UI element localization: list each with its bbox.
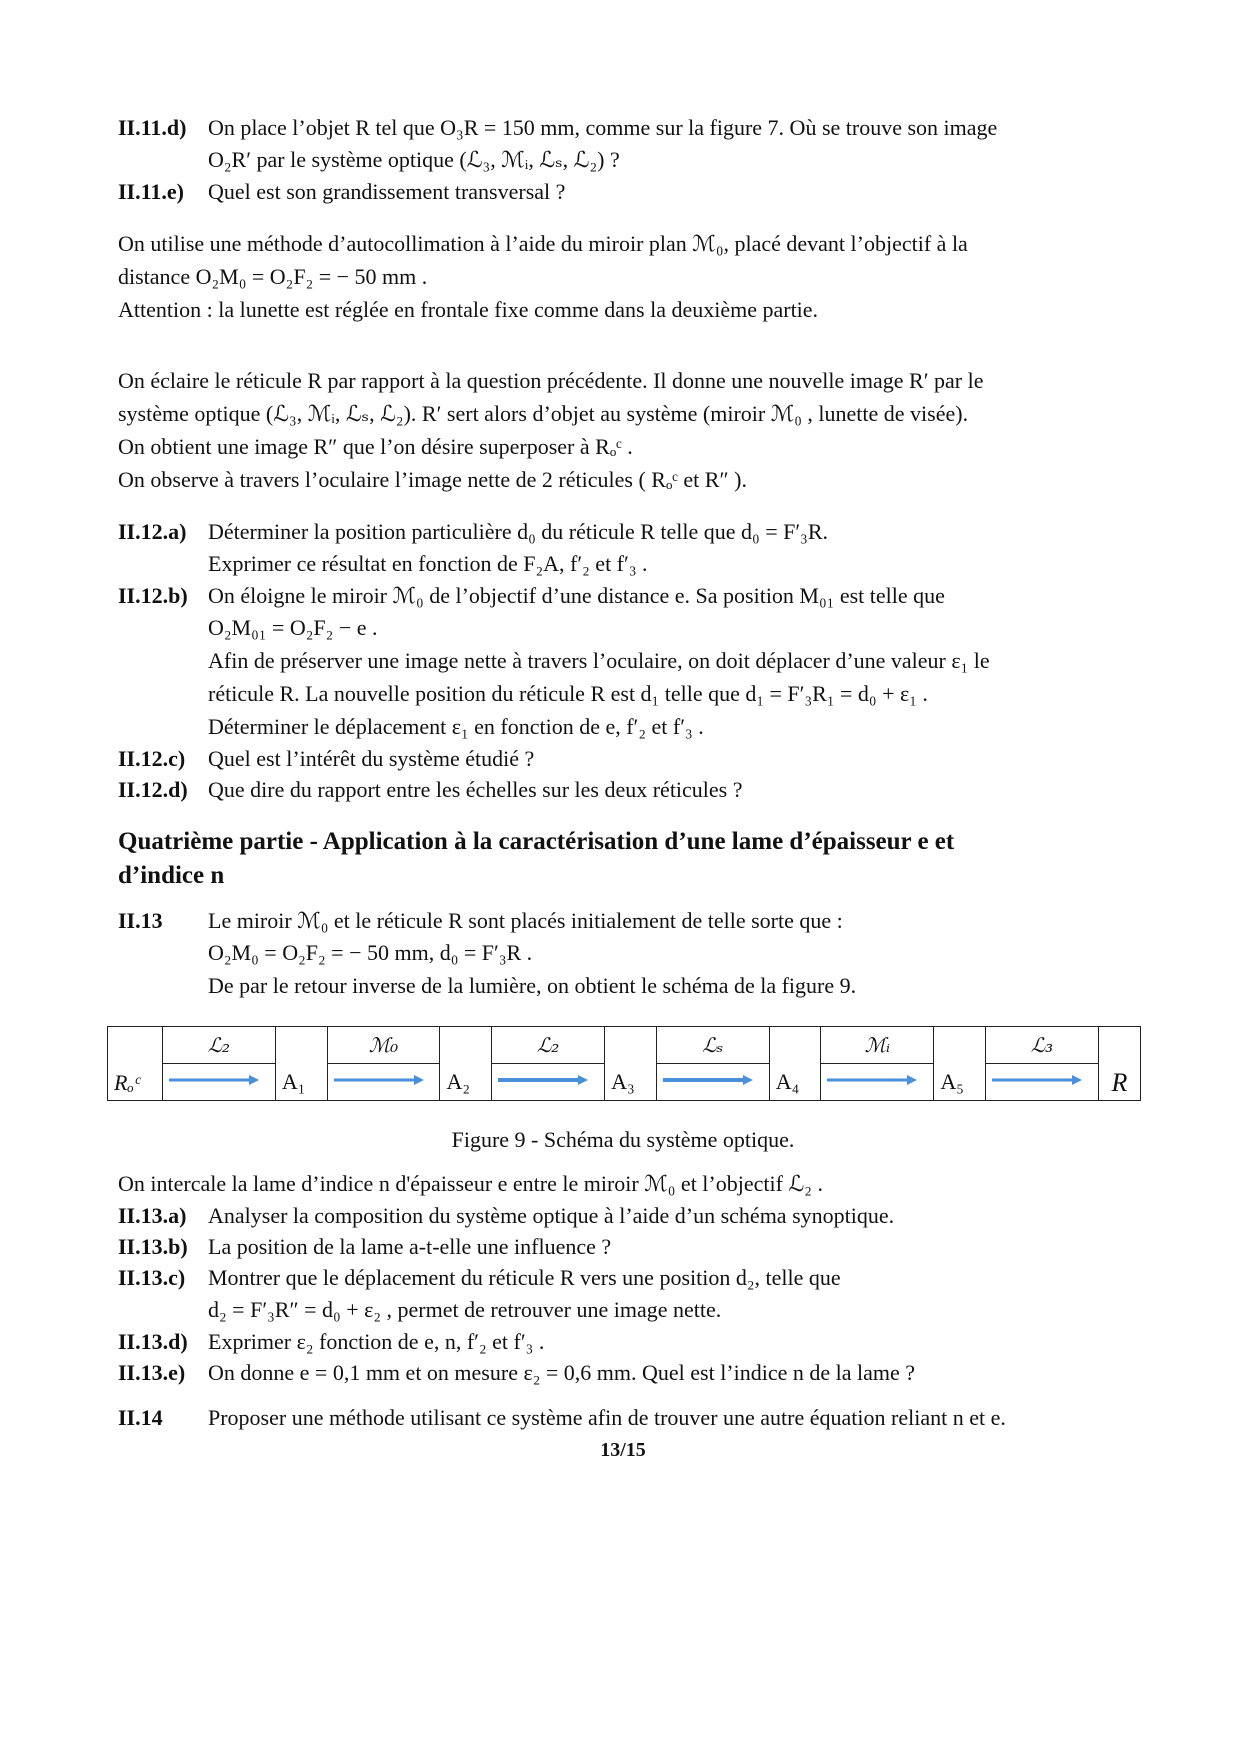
question-number: II.12.d) bbox=[118, 777, 188, 802]
figure-caption: Figure 9 - Schéma du système optique. bbox=[451, 1127, 795, 1152]
question-ii13a bbox=[118, 1200, 1128, 1231]
paragraph-line: On intercale la lame d’indice n d'épaisseur e entre le miroir ℳ₀ et l’objectif ℒ₂ . bbox=[118, 1171, 823, 1196]
question-ii12c bbox=[118, 743, 1128, 774]
question-continuation: Déterminer le déplacement ε₁ en fonction de e, f′₂ et f′₃ . bbox=[208, 714, 704, 739]
question-ii12b bbox=[118, 580, 1128, 611]
arrow-right-icon bbox=[167, 1075, 259, 1089]
arrow-cell bbox=[492, 1064, 605, 1101]
figure-element-cell bbox=[656, 1027, 769, 1064]
question-ii12d bbox=[118, 774, 1128, 805]
arrow-right-icon bbox=[496, 1075, 588, 1089]
question-text: Montrer que le déplacement du réticule R vers une position d₂, telle que bbox=[208, 1265, 841, 1290]
question-ii13 bbox=[118, 905, 1128, 936]
paragraph-line: On obtient une image R″ que l’on désire superposer à Rₒᶜ . bbox=[118, 434, 633, 459]
question-continuation: O₂M₀ = O₂F₂ = − 50 mm, d₀ = F′₃R . bbox=[208, 940, 533, 965]
arrow-right-icon bbox=[332, 1075, 424, 1089]
question-ii14 bbox=[118, 1402, 1128, 1433]
question-ii13c bbox=[118, 1262, 1128, 1293]
question-text: On donne e = 0,1 mm et on mesure ε₂ = 0,6 mm. Quel est l’indice n de la lame ? bbox=[208, 1360, 916, 1385]
figure-row bbox=[108, 1064, 1141, 1101]
arrow-cell bbox=[821, 1064, 934, 1101]
section-heading-line: d’indice n bbox=[118, 862, 225, 889]
paragraph-line: Attention : la lunette est réglée en frontale fixe comme dans la deuxième partie. bbox=[118, 297, 819, 322]
question-number: II.13.c) bbox=[118, 1265, 186, 1290]
question-text: Proposer une méthode utilisant ce système afin de trouver une autre équation reliant n et e. bbox=[208, 1405, 1006, 1430]
figure-element-cell bbox=[986, 1027, 1099, 1064]
arrow-right-icon bbox=[661, 1075, 753, 1089]
question-continuation: De par le retour inverse de la lumière, on obtient le schéma de la figure 9. bbox=[208, 973, 857, 998]
lens-label: ℒₛ bbox=[702, 1033, 724, 1057]
arrow-cell bbox=[656, 1064, 769, 1101]
figure-9-table bbox=[107, 1026, 1141, 1101]
lens-label: ℒ₂ bbox=[536, 1033, 560, 1057]
question-text: Quel est l’intérêt du système étudié ? bbox=[208, 746, 535, 771]
question-ii13d bbox=[118, 1326, 1128, 1357]
arrow-cell bbox=[162, 1064, 275, 1101]
question-text: On place l’objet R tel que O₃R = 150 mm, comme sur la figure 7. Où se trouve son image bbox=[208, 115, 998, 140]
question-number: II.11.e) bbox=[118, 179, 184, 204]
question-ii11d bbox=[118, 112, 1128, 143]
question-text: Analyser la composition du système optique à l’aide d’un schéma synoptique. bbox=[208, 1203, 895, 1228]
point-label: A₅ bbox=[934, 1064, 986, 1101]
question-text: On éloigne le miroir ℳ₀ de l’objectif d’une distance e. Sa position M₀₁ est telle que bbox=[208, 583, 945, 608]
question-number: II.13 bbox=[118, 908, 163, 933]
question-number: II.13.a) bbox=[118, 1203, 187, 1228]
question-text: Exprimer ε₂ fonction de e, n, f′₂ et f′₃ . bbox=[208, 1329, 545, 1354]
question-continuation: Afin de préserver une image nette à travers l’oculaire, on doit déplacer d’une valeur ε₁ le bbox=[208, 648, 990, 673]
figure-row bbox=[108, 1027, 1141, 1064]
figure-element-cell bbox=[821, 1027, 934, 1064]
paragraph-line: On observe à travers l’oculaire l’image nette de 2 réticules ( Rₒᶜ et R″ ). bbox=[118, 467, 747, 492]
question-continuation: O₂R′ par le système optique (ℒ₃, ℳᵢ, ℒₛ, ℒ₂) ? bbox=[208, 147, 620, 172]
lens-label: ℒ₃ bbox=[1030, 1033, 1054, 1057]
arrow-right-icon bbox=[825, 1075, 917, 1089]
page-content bbox=[114, 112, 1128, 1462]
point-label: A₂ bbox=[440, 1064, 492, 1101]
question-text: Le miroir ℳ₀ et le réticule R sont placés initialement de telle sorte que : bbox=[208, 908, 843, 933]
figure-start-cell: Rₒᶜ bbox=[108, 1027, 163, 1101]
mirror-label: ℳ₀ bbox=[368, 1033, 399, 1057]
question-continuation: O₂M₀₁ = O₂F₂ − e . bbox=[208, 615, 378, 640]
paragraph-line: système optique (ℒ₃, ℳᵢ, ℒₛ, ℒ₂). R′ sert alors d’objet au système (miroir ℳ₀ , lunette de visée). bbox=[118, 401, 969, 426]
question-ii13e bbox=[118, 1357, 1128, 1388]
section-heading-line: Quatrième partie - Application à la caractérisation d’une lame d’épaisseur e et bbox=[118, 828, 955, 855]
question-ii11e bbox=[118, 176, 1128, 207]
question-number: II.13.e) bbox=[118, 1360, 186, 1385]
question-ii12a bbox=[118, 516, 1128, 547]
question-number: II.12.c) bbox=[118, 746, 186, 771]
figure-element-cell bbox=[327, 1027, 440, 1064]
question-number: II.13.b) bbox=[118, 1234, 188, 1259]
question-text: Déterminer la position particulière d₀ du réticule R telle que d₀ = F′₃R. bbox=[208, 519, 829, 544]
paragraph-line: On utilise une méthode d’autocollimation à l’aide du miroir plan ℳ₀, placé devant l’objectif à la bbox=[118, 231, 968, 256]
figure-element-cell bbox=[492, 1027, 605, 1064]
question-number: II.14 bbox=[118, 1405, 163, 1430]
figure-element-cell bbox=[162, 1027, 275, 1064]
paragraph-line: distance O₂M₀ = O₂F₂ = − 50 mm . bbox=[118, 264, 428, 289]
section-heading bbox=[118, 825, 1128, 893]
figure-end-cell: R bbox=[1098, 1027, 1140, 1101]
question-number: II.12.a) bbox=[118, 519, 187, 544]
question-number: II.12.b) bbox=[118, 583, 188, 608]
question-continuation: d₂ = F′₃R″ = d₀ + ε₂ , permet de retrouver une image nette. bbox=[208, 1297, 722, 1322]
paragraph-line: On éclaire le réticule R par rapport à la question précédente. Il donne une nouvelle image R′ par le bbox=[118, 368, 984, 393]
arrow-right-icon bbox=[990, 1075, 1082, 1089]
point-label: A₁ bbox=[275, 1064, 327, 1101]
question-text: La position de la lame a-t-elle une influence ? bbox=[208, 1234, 612, 1259]
question-number: II.13.d) bbox=[118, 1329, 188, 1354]
question-text: Que dire du rapport entre les échelles sur les deux réticules ? bbox=[208, 777, 743, 802]
question-continuation: Exprimer ce résultat en fonction de F₂A, f′₂ et f′₃ . bbox=[208, 551, 648, 576]
page-number: 13/15 bbox=[600, 1439, 646, 1461]
lens-label: ℒ₂ bbox=[207, 1033, 231, 1057]
question-number: II.11.d) bbox=[118, 115, 187, 140]
question-ii13b bbox=[118, 1231, 1128, 1262]
mirror-label: ℳᵢ bbox=[864, 1033, 891, 1057]
point-label: A₃ bbox=[605, 1064, 657, 1101]
point-label: A₄ bbox=[769, 1064, 821, 1101]
arrow-cell bbox=[327, 1064, 440, 1101]
question-continuation: réticule R. La nouvelle position du réticule R est d₁ telle que d₁ = F′₃R₁ = d₀ + ε₁ . bbox=[208, 681, 928, 706]
question-text: Quel est son grandissement transversal ? bbox=[208, 179, 566, 204]
arrow-cell bbox=[986, 1064, 1099, 1101]
